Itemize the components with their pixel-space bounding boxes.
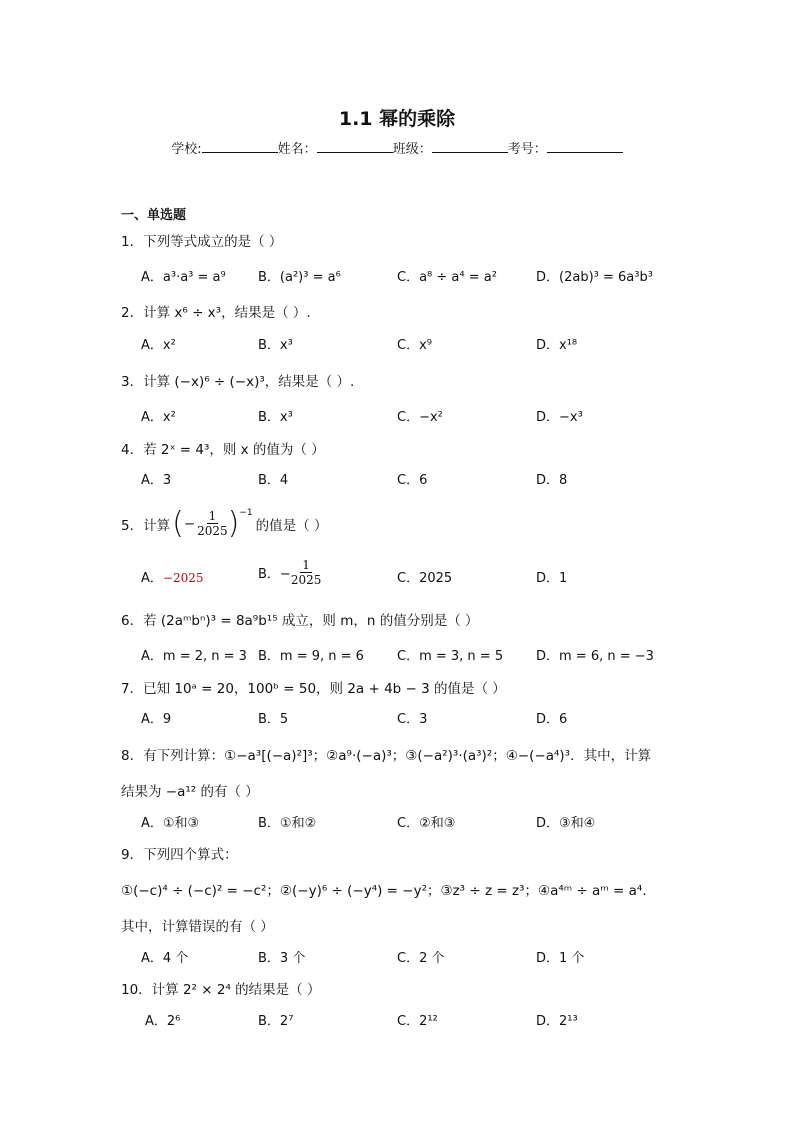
school-label: 学校: xyxy=(171,142,202,157)
question-9-stem-line3: 其中，计算错误的有（ ） xyxy=(121,919,274,935)
q10-option-a: A．2⁶ xyxy=(145,1014,181,1029)
school-blank xyxy=(202,140,278,153)
question-6-stem: 6．若 (2aᵐbⁿ)³ = 8a⁹b¹⁵ 成立，则 m，n 的值分别是（ ） xyxy=(121,613,479,629)
question-8-stem: 8．有下列计算：①−a³[(−a)²]³；②a⁹·(−a)³；③(−a²)³·(a³)²；④−(−a⁴)³．其中，计算 xyxy=(121,748,652,764)
q2-option-b: B．x³ xyxy=(258,338,293,353)
section-heading: 一、单选题 xyxy=(121,208,187,223)
name-label: 姓名： xyxy=(277,142,317,157)
q5-option-c: C．2025 xyxy=(397,571,453,586)
number-blank xyxy=(547,140,623,153)
q6-option-b: B．m = 9, n = 6 xyxy=(258,649,364,664)
q7-option-b: B．5 xyxy=(258,712,289,727)
q8-option-b: B．①和② xyxy=(258,816,317,831)
q7-option-a: A．9 xyxy=(141,712,172,727)
q5-right-paren: ) xyxy=(227,506,240,541)
q5-option-b xyxy=(258,558,321,587)
q5-minus: − xyxy=(183,515,196,532)
question-7-stem: 7．已知 10ᵃ = 20，100ᵇ = 50，则 2a + 4b − 3 的值是（ ） xyxy=(121,681,506,697)
q2-option-c: C．x⁹ xyxy=(397,338,432,353)
q5-fraction-denominator: 2025 xyxy=(197,524,228,538)
q5-option-b-fraction xyxy=(291,558,322,587)
q6-option-d: D．m = 6, n = −3 xyxy=(536,649,654,664)
question-3-stem: 3．计算 (−x)⁶ ÷ (−x)³，结果是（ ）. xyxy=(121,374,355,390)
q9-option-b: B．3 个 xyxy=(258,951,306,966)
q1-option-c: C．a⁸ ÷ a⁴ = a² xyxy=(397,270,497,285)
q4-option-a: A．3 xyxy=(141,473,172,488)
q5-option-a xyxy=(141,567,204,586)
q5-fraction-numerator: 1 xyxy=(208,509,217,523)
question-10-stem: 10．计算 2² × 2⁴ 的结果是（ ） xyxy=(121,982,321,998)
question-5-stem xyxy=(121,506,327,541)
question-1-stem: 1．下列等式成立的是（ ） xyxy=(121,234,283,250)
q1-option-b: B．(a²)³ = a⁶ xyxy=(258,270,341,285)
q5-option-b-numerator: 1 xyxy=(302,558,310,572)
q5-option-a-label: A． xyxy=(141,571,163,586)
q5-exponent: −1 xyxy=(239,508,253,518)
q4-option-c: C．6 xyxy=(397,473,428,488)
number-label: 考号： xyxy=(507,142,547,157)
question-9-stem-line2: ①(−c)⁴ ÷ (−c)² = −c²；②(−y)⁶ ÷ (−y⁴) = −y²；③z³ ÷ z = z³；④a⁴ᵐ ÷ aᵐ = a⁴． xyxy=(121,883,656,899)
q5-fraction xyxy=(197,509,228,538)
q5-option-b-denominator: 2025 xyxy=(290,573,322,587)
q3-option-c: C．−x² xyxy=(397,410,443,425)
q3-option-b: B．x³ xyxy=(258,410,293,425)
q5-prefix: 5．计算 xyxy=(121,517,171,534)
q5-suffix: 的值是（ ） xyxy=(255,517,328,534)
class-blank xyxy=(432,140,508,153)
q1-option-a: A．a³·a³ = a⁹ xyxy=(141,270,226,285)
q10-option-c: C．2¹² xyxy=(397,1014,438,1029)
question-9-stem: 9．下列四个算式： xyxy=(121,847,238,863)
q10-option-d: D．2¹³ xyxy=(536,1014,578,1029)
q6-option-a: A．m = 2, n = 3 xyxy=(141,649,247,664)
q9-option-a: A．4 个 xyxy=(141,951,189,966)
name-blank xyxy=(317,140,393,153)
class-label: 班级： xyxy=(392,142,432,157)
q5-option-b-label: B．− xyxy=(258,567,291,582)
q6-option-c: C．m = 3, n = 5 xyxy=(397,649,504,664)
q2-option-a: A．x² xyxy=(141,338,176,353)
question-8-stem-line2: 结果为 −a¹² 的有（ ） xyxy=(121,784,259,800)
q8-option-d: D．③和④ xyxy=(536,816,596,831)
question-4-stem: 4．若 2ˣ = 4³，则 x 的值为（ ） xyxy=(121,442,325,458)
q5-left-paren: ( xyxy=(172,506,184,541)
q9-option-d: D．1 个 xyxy=(536,951,585,966)
q5-option-d: D．1 xyxy=(536,571,568,586)
q5-option-a-value: −2025 xyxy=(162,571,204,585)
q7-option-c: C．3 xyxy=(397,712,428,727)
q8-option-a: A．①和③ xyxy=(141,816,200,831)
q4-option-d: D．8 xyxy=(536,473,568,488)
q10-option-b: B．2⁷ xyxy=(258,1014,294,1029)
q1-option-d: D．(2ab)³ = 6a³b³ xyxy=(536,270,653,285)
q9-option-c: C．2 个 xyxy=(397,951,445,966)
q4-option-b: B．4 xyxy=(258,473,289,488)
q3-option-d: D．−x³ xyxy=(536,410,583,425)
student-info xyxy=(0,138,794,157)
question-2-stem: 2．计算 x⁶ ÷ x³，结果是（ ）. xyxy=(121,305,311,321)
q7-option-d: D．6 xyxy=(536,712,568,727)
q3-option-a: A．x² xyxy=(141,410,176,425)
q2-option-d: D．x¹⁸ xyxy=(536,338,578,353)
q8-option-c: C．②和③ xyxy=(397,816,456,831)
page-title: 1.1 幂的乘除 xyxy=(338,108,456,130)
